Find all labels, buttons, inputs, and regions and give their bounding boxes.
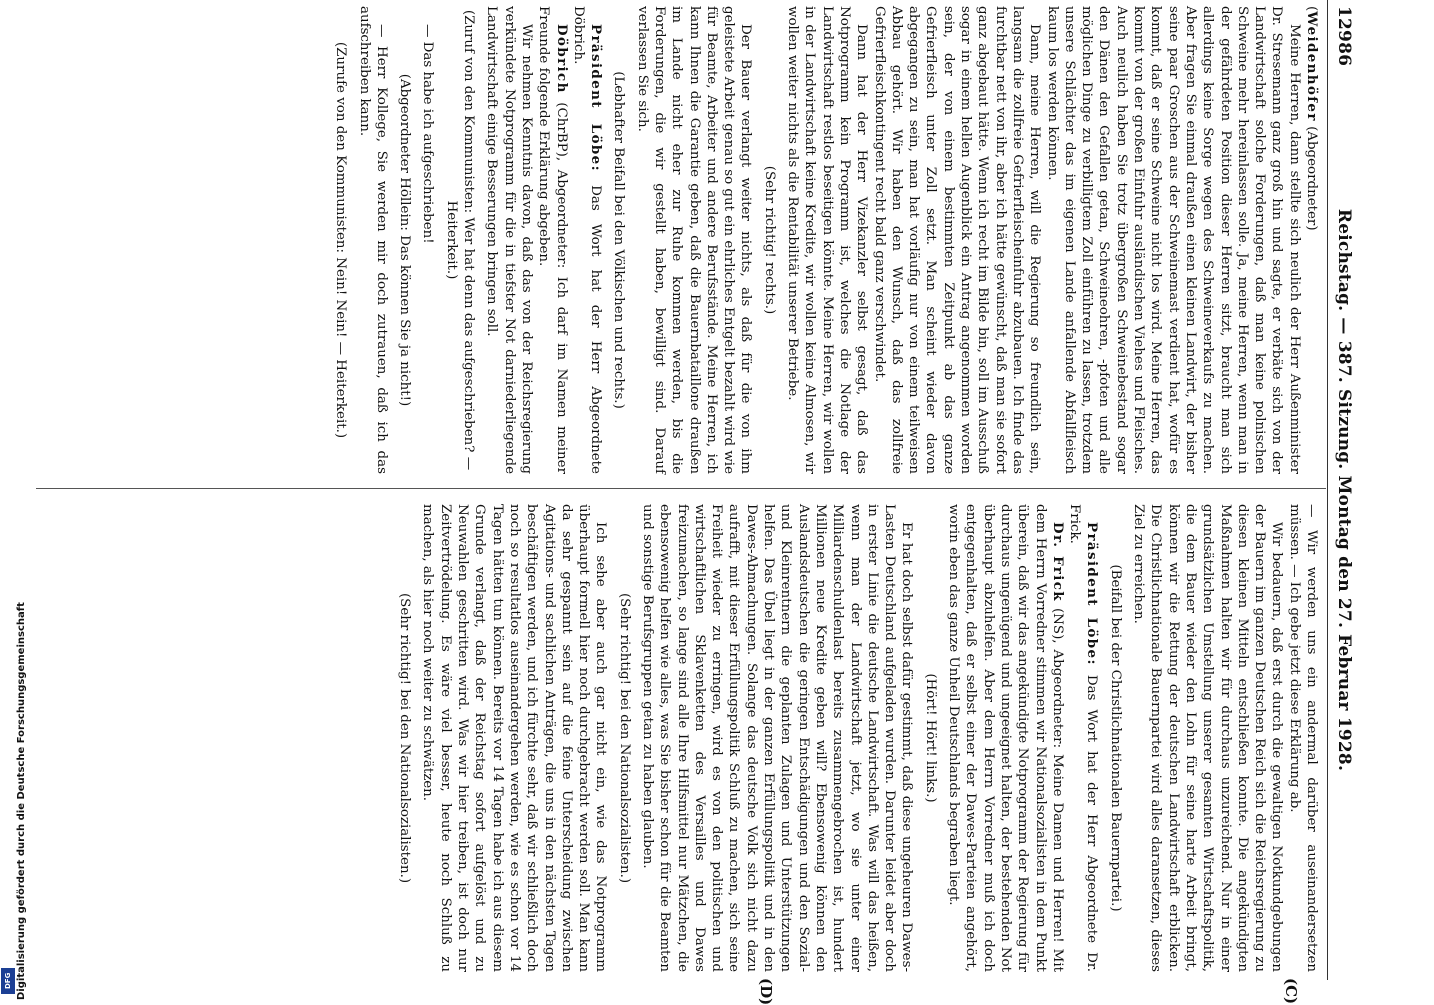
paragraph: — Das habe ich aufgeschrieben!: [420, 24, 436, 244]
paragraph: Er hat doch selbst dafür gestimmt, daß diese ungeheuren Dawes-Lasten Deutschland aufgeladen wurden. Darunter leidet aber doch in erster Linie die deutsche Landwirtschaft. Was will das heißen, wenn man der Landwirtschaft jetzt, wo sie unter einer Milliardenschuldenlast bereits zusammengebrochen ist, hundert Millionen neue Kredite geben will? Ebensowenig können den Auslandsdeutschen die geringen Entschädigungen und den Sozial- und Kleinrentnern die geplanten Zulagen und Unterstützungen helfen. Das Übel liegt in der ganzen Erfüllungspolitik und in den Dawes-Abmachungen. Solange das deutsche Volk sich nicht dazu aufrafft, mit dieser Erfüllungspolitik Schluß zu machen, sich seine Freiheit wieder zu erringen, wird es von den politischen und wirtschaftlichen Sklavenketten des Versailles und Dawes freizumachen, so lange sind alle Ihre Hilfsmittel nur Mätzchen, die ebensowenig helfen wie alles, was Sie bisher schon für die Beamten und sonstige Berufsgruppen getan zu haben glauben.: [640, 504, 915, 972]
interjection: (Sehr richtig! bei den Nationalsozialisten.): [397, 592, 413, 884]
paragraph: — Wir werden uns ein andermal darüber auseinandersetzen müssen. — Ich gebe jetzt diese Erklärung ab.: [1286, 504, 1319, 972]
paragraph: Wir bedauern, daß erst durch die gewaltigen Notkundgebungen der Bauern im ganzen Deutschen Reich sich die Reichsregierung zu diesen kleinen Mitteln entschließen konnte. Die angekündigten Maßnahmen halten wir für durchaus unzureichend. Nur in einer grundsätzlichen Umstellung unserer gesamten Wirtschaftspolitik, die dem Bauer wieder den Lohn für seine harte Arbeit bringt, können wir die Rettung der deutschen Landwirtschaft erblicken. Die Christlichnationale Bauernpartei wird alles daransetzen, dieses Ziel zu erreichen.: [1131, 504, 1285, 972]
speaker-text: (ChrBP), Abgeordneter: Ich darf im Namen meiner Freunde folgende Erklärung abgeben.: [536, 6, 569, 474]
speaker-name: Dr. Frick: [1049, 522, 1066, 602]
interjection: (Zurufe von den Kommunisten: Nein! Nein! — Heiterkeit.): [333, 41, 349, 439]
interjection: (Hört! Hört! links.): [922, 673, 938, 803]
right-column: [390, 504, 1320, 972]
speaker-line: [945, 504, 1066, 972]
paragraph: Dann hat der Herr Vizekanzler selbst gesagt, daß das Notprogramm kein Programm ist, welches die Notlage der Landwirtschaft restlos beseitigen könnte. Meine Herren, wir wollen in der Landwirtschaft keine Kredite, wir wollen keine Almosen, wir wollen weiter nichts als die Rentabilität unserer Betriebe.: [785, 6, 870, 474]
paragraph: Wir nehmen Kenntnis davon, daß das von der Reichsregierung verkündete Notprogramm für die in tiefster Not darniederliegende Landwirtschaft einige Besserungen bringen soll.: [484, 6, 534, 474]
left-column: [326, 6, 1320, 474]
interjection: (Sehr richtig! bei den Nationalsozialisten.): [616, 592, 632, 884]
header-rule: [1327, 0, 1328, 980]
speaker-text: (NS), Abgeordneter: Meine Damen und Herren! Mit dem Herrn Vorredner stimmen wir Nationalsozialisten in dem Punkt überein, daß wir das angekündigte Notprogramm der Regierung für durchaus ungenügend und ungeeignet halten, der bestehenden Not überhaupt abzuhelfen. Aber dem Herrn Vorredner muß ich doch entgegenhalten, daß er selbst einer der Dawes-Parteien angehört, worin eben das ganze Unheil Deutschlands begraben liegt.: [946, 504, 1065, 972]
president-line: [570, 6, 605, 474]
margin-letter-d: (D): [757, 978, 775, 1005]
interjection: (Lebhafter Beifall bei den Völkischen und rechts.): [611, 71, 627, 409]
funding-note: Digitalisierung gefördert durch die Deutsche Forschungsgemeinschaft: [16, 602, 27, 1000]
funding-sidebar: [0, 602, 27, 1000]
speaker-name: Döbrich: [553, 24, 570, 94]
paragraph: — Herr Kollege, Sie werden mir doch zutrauen, daß ich das aufschreiben kann.: [356, 6, 389, 474]
paragraph: Meine Herren, dann stellte sich neulich der Herr Außenminister Dr. Stresemann ganz groß hin und sagte, er verbäte sich von der Landwirtschaft solche Forderungen, daß man keine polnischen Schweine mehr hereinlassen solle. Ja, meine Herren, wenn man in der gefährdeten Position dieser Herren sitzt, braucht man sich allerdings keine Sorge wegen des Schweineverkaufs zu machen. Aber fragen Sie einmal draußen einen kleinen Landwirt, der bisher seine paar Groschen aus der Schweinemast verdient hat, wofür es kommt, daß er seine Schweine nicht los wird. Meine Herren, das kommt von der großen Einfuhr ausländischen Viehes und Fleisches. Auch neulich haben Sie trotz übergroßen Schweinebestand sogar den Dänen den Gefallen getan, Schweineohren, -pfoten und alle möglichen Dinge zu verbilligtem Zoll einführen zu lassen, trotzdem unsere Schlächter das im eigenen Lande anfallende Abfallfleisch kaum los werden können.: [1044, 6, 1302, 474]
paragraph: Ich sehe aber auch gar nicht ein, wie das Notprogramm überhaupt formell hier noch durchgebracht werden soll. Man kann da sehr gespannt sein auf die feine Unterscheidung zwischen Agitations- und sachlichen Anträgen, die uns in den nächsten Tagen beschäftigen werden, und ich fürchte sehr, daß wir schließlich doch noch so resultatlos auseinandergehen werden, wie es schon vor 14 Tagen hätten tun können. Bereits vor 14 Tagen habe ich aus diesem Grunde verlangt, daß der Reichstag sofort aufgelöst und zu Neuwahlen geschritten wird. Was wir hier treiben, ist doch nur Zeitvertrödelung. Es wäre viel besser, heute noch Schluß zu machen, als hier noch weiter zu schwätzen.: [420, 504, 609, 972]
page-number: 12986: [1334, 6, 1354, 67]
speaker-line: [535, 6, 570, 474]
document-page: [20, 0, 1360, 1005]
page-title: Reichstag. — 387. Sitzung. Montag den 27. Februar 1928.: [1334, 208, 1354, 772]
interjection: (Zuruf von den Kommunisten: Wer hat denn das aufgeschrieben? — Heiterkeit.): [443, 9, 477, 471]
interjection: (Sehr richtig! rechts.): [761, 165, 777, 315]
president-name: Präsident Löbe:: [1084, 522, 1101, 666]
margin-letter-c: (C): [1282, 978, 1300, 1005]
column-divider: [36, 488, 1326, 489]
interjection: (Beifall bei der Christlichnationalen Bauernpartei.): [1107, 564, 1123, 912]
paragraph: Der Bauer verlangt weiter nichts, als daß für die von ihm geleistete Arbeit genau so gut ein ehrliches Entgelt bezahlt wird wie für Beamte, Arbeiter und andere Berufsstände. Meine Herren, ich kann Ihnen die Garantie geben, daß die Bauernbataillone draußen im Lande nicht eher zur Ruhe kommen werden, bis die Forderungen, die wir gestellt haben, bewilligt sind. Darauf verlassen Sie sich.: [634, 6, 754, 474]
president-name: Präsident Löbe:: [588, 24, 605, 172]
president-line: [1066, 504, 1101, 972]
speaker-name: Weidenhöfer: [1304, 11, 1320, 122]
president-text: Das Wort hat der Herr Abgeordnete Dr. Frick.: [1067, 504, 1100, 972]
speaker-line: (Weidenhöfer (Abgeordneter): [1304, 6, 1320, 231]
interjection: (Abgeordneter Höllein: Das können Sie ja nicht!): [397, 73, 413, 407]
paragraph: Dann, meine Herren, will die Regierung so freundlich sein, langsam die zollfreie Gefrierfleischeinfuhr abzubauen. Ich finde das furchtbar nett von ihr, aber ich hätte gewünscht, daß man sie sofort ganz abgebaut hätte. Wenn ich recht im Bilde bin, soll im Ausschuß sogar in einem hellen Augenblick ein Antrag angenommen worden sein, der von einem bestimmten Zeitpunkt ab das ganze Gefrierfleisch unter Zoll setzt. Man scheint wieder davon abgegangen zu sein, man hat vorläufig nur von einem teilweisen Abbau gehört. Wir haben den Wunsch, daß das zollfreie Gefrierfleischkontingent recht bald ganz verschwindet.: [871, 6, 1043, 474]
dfg-logo-icon: DFG: [1, 968, 15, 994]
president-text: Das Wort hat der Herr Abgeordnete Döbrich.: [570, 6, 604, 474]
speaker-role: (Abgeordneter): [1304, 126, 1319, 231]
